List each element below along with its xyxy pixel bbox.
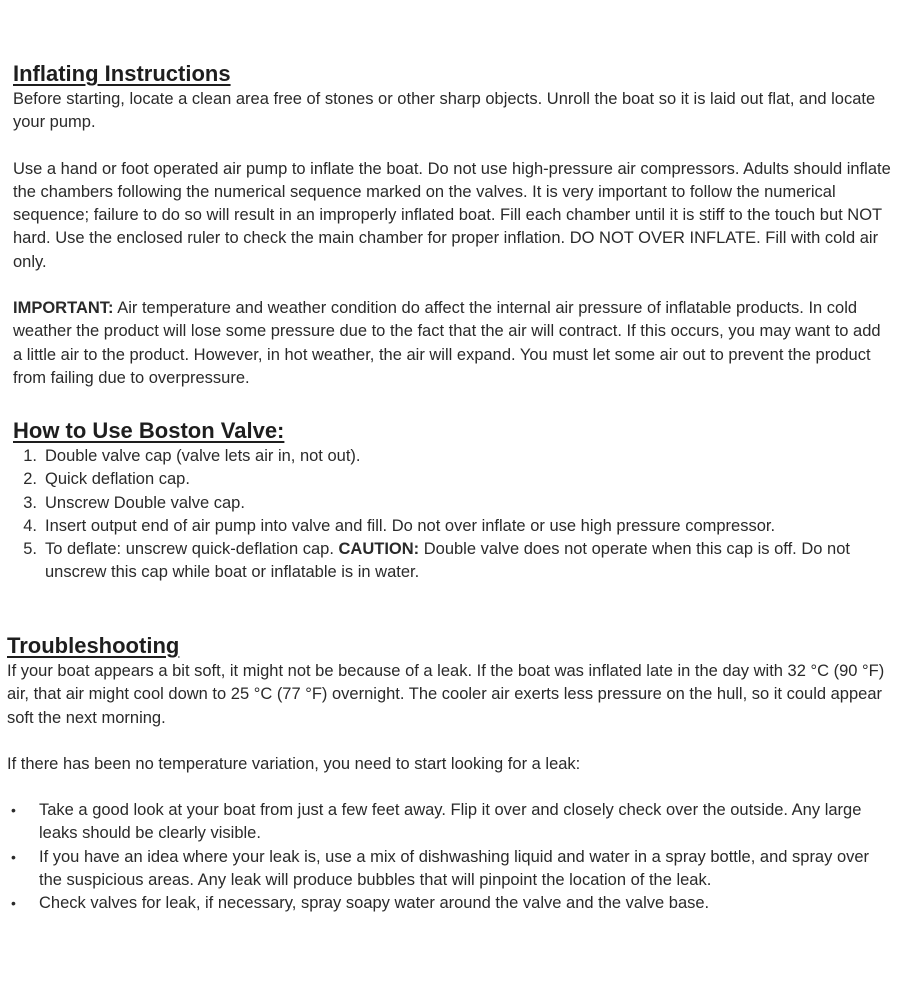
important-note xyxy=(13,297,893,390)
list-item xyxy=(13,445,893,468)
inflating-instructions: Use a hand or foot operated air pump to inflate the boat. Do not use high-pressure air compressors. Adults should inflate the chambers following the numerical sequence marked on the valves. It is very important to follow the numerical sequence; failure to do so will result in an improperly inflated boat. Fill each chamber until it is stiff to the touch but NOT hard. Use the enclosed ruler to check the main chamber for proper inflation. DO NOT OVER INFLATE. Fill with cold air only. xyxy=(13,159,891,271)
step-text: To deflate: unscrew quick-deflation cap. xyxy=(45,540,339,559)
troubleshooting-heading: Troubleshooting xyxy=(7,633,180,658)
bullet-text: Check valves for leak, if necessary, spray soapy water around the valve and the valve base. xyxy=(39,894,710,913)
step-text: Quick deflation cap. xyxy=(45,470,190,489)
step-text: Double valve cap (valve lets air in, not out). xyxy=(45,447,361,465)
leak-check-intro: If there has been no temperature variation, you need to start looking for a leak: xyxy=(7,754,581,773)
step-number: 4. xyxy=(23,516,37,535)
caution-label: CAUTION: xyxy=(338,540,420,559)
important-text: Air temperature and weather condition do affect the internal air pressure of inflatable products. In cold weather the product will lose some pressure due to the fact that the air will contract. If this occurs, you may want to add a little air to the product. However, in hot weather, the air will expand. You must let some air out to prevent the product from failing due to overpressure. xyxy=(13,299,881,387)
boston-valve-steps xyxy=(13,445,893,585)
bullet-text: Take a good look at your boat from just a few feet away. Flip it over and closely check over the outside. Any large leaks should be clearly visible. xyxy=(39,801,862,843)
bullet-text: If you have an idea where your leak is, use a mix of dishwashing liquid and water in a spray bottle, and spray over the suspicious areas. Any leak will produce bubbles that will pinpoint the location of the leak. xyxy=(39,847,870,890)
list-item xyxy=(13,468,893,491)
list-item xyxy=(13,515,893,538)
list-item xyxy=(7,799,893,846)
troubleshooting-section xyxy=(0,632,893,916)
leak-check-list xyxy=(7,799,893,915)
inflating-heading: Inflating Instructions xyxy=(13,61,231,86)
step-number: 2. xyxy=(23,470,37,489)
list-item xyxy=(7,846,893,893)
inflating-section xyxy=(0,60,893,390)
boston-valve-section xyxy=(0,417,893,585)
list-item xyxy=(7,892,893,915)
step-number: 3. xyxy=(23,493,37,512)
step-text: Insert output end of air pump into valve and fill. Do not over inflate or use high pressure compressor. xyxy=(45,516,776,535)
step-text: Double valve does not operate when this cap is off. Do not unscrew this cap while boat or inflatable is in water. xyxy=(45,540,850,582)
inflating-intro: Before starting, locate a clean area free of stones or other sharp objects. Unroll the boat so it is laid out flat, and locate your pump. xyxy=(13,90,876,132)
step-number: 5. xyxy=(23,540,37,559)
step-number: 1. xyxy=(23,447,37,465)
bullet-icon: • xyxy=(11,802,16,819)
troubleshooting-intro: If your boat appears a bit soft, it might not be because of a leak. If the boat was inflated late in the day with 32 °C (90 °F) air, that air might cool down to 25 °C (77 °F) overnight. The cooler air exerts less pressure on the hull, so it could appear soft the next morning. xyxy=(7,662,885,727)
bullet-icon: • xyxy=(11,895,16,912)
boston-valve-heading: How to Use Boston Valve: xyxy=(13,418,285,443)
important-label: IMPORTANT: xyxy=(13,299,114,318)
step-text: Unscrew Double valve cap. xyxy=(45,493,245,512)
list-item xyxy=(13,492,893,515)
bullet-icon: • xyxy=(11,848,16,865)
list-item xyxy=(13,538,893,585)
